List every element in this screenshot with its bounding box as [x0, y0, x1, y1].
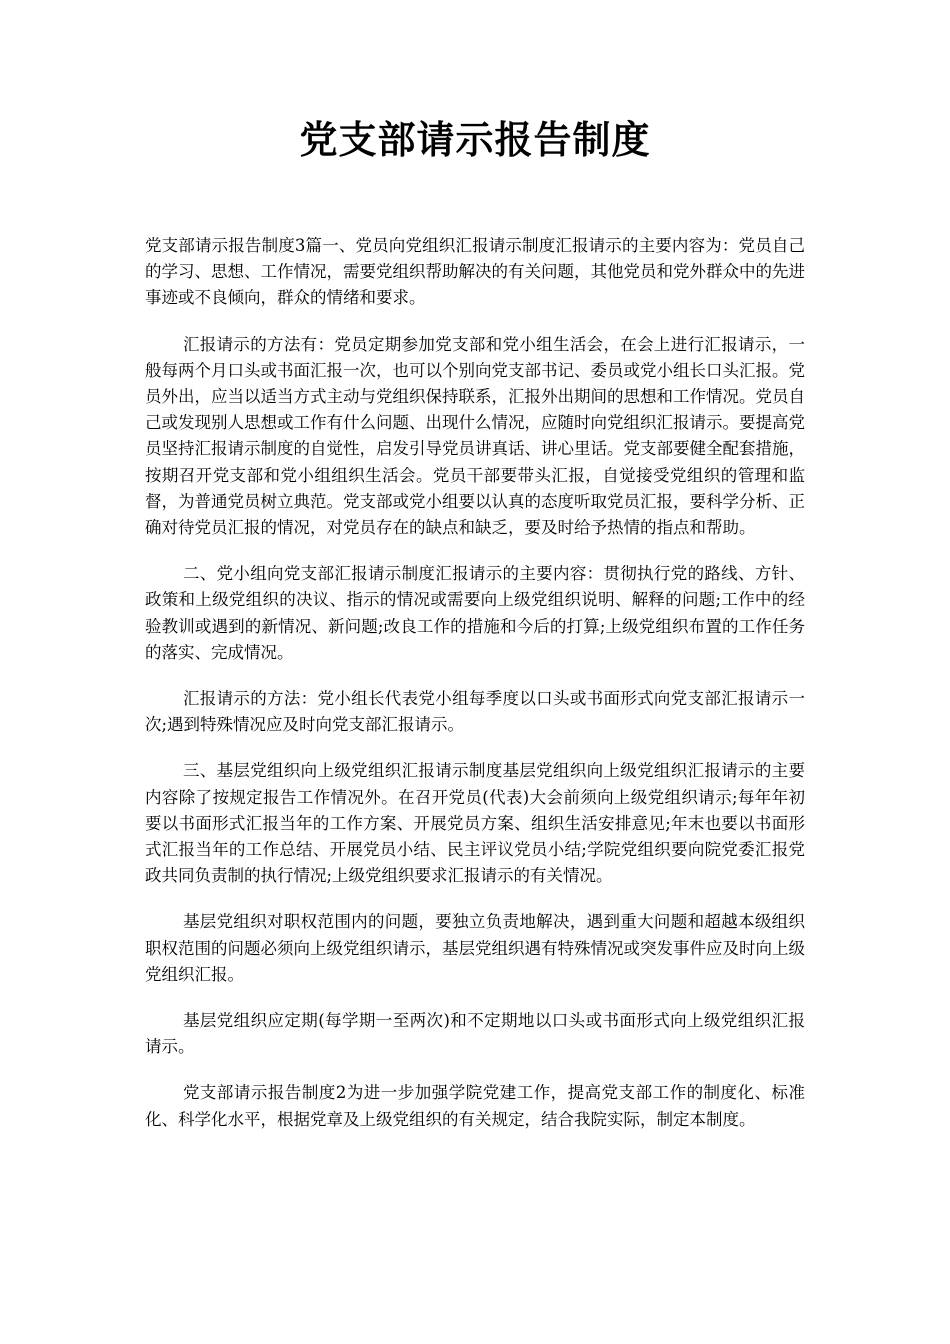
document-body — [145, 233, 805, 1153]
paragraph-5: 三、基层党组织向上级党组织汇报请示制度基层党组织向上级党组织汇报请示的主要内容除了按规定报告工作情况外。在召开党员(代表)大会前须向上级党组织请示;每年年初要以书面形式汇报当年的工作方案、开展党员方案、组织生活安排意见;年末也要以书面形式汇报当年的工作总结、开展党员小结、民主评议党员小结;学院党组织要向院党委汇报党政共同负责制的执行情况;上级党组织要求汇报请示的有关情况。 — [145, 761, 805, 886]
paragraph-4: 汇报请示的方法：党小组长代表党小组每季度以口头或书面形式向党支部汇报请示一次;遇到特殊情况应及时向党支部汇报请示。 — [145, 689, 805, 735]
paragraph-3: 二、党小组向党支部汇报请示制度汇报请示的主要内容：贯彻执行党的路线、方针、政策和上级党组织的决议、指示的情况或需要向上级党组织说明、解释的问题;工作中的经验教训或遇到的新情况、新问题;改良工作的措施和今后的打算;上级党组织布置的工作任务的落实、完成情况。 — [145, 564, 805, 662]
paragraph-8: 党支部请示报告制度2为进一步加强学院党建工作，提高党支部工作的制度化、标准化、科学化水平，根据党章及上级党组织的有关规定，结合我院实际，制定本制度。 — [145, 1083, 805, 1129]
paragraph-6: 基层党组织对职权范围内的问题，要独立负责地解决，遇到重大问题和超越本级组织职权范围的问题必须向上级党组织请示，基层党组织遇有特殊情况或突发事件应及时向上级党组织汇报。 — [145, 912, 805, 984]
paragraph-7: 基层党组织应定期(每学期一至两次)和不定期地以口头或书面形式向上级党组织汇报请示。 — [145, 1011, 805, 1057]
paragraph-1: 党支部请示报告制度3篇一、党员向党组织汇报请示制度汇报请示的主要内容为：党员自己的学习、思想、工作情况，需要党组织帮助解决的有关问题，其他党员和党外群众中的先进事迹或不良倾向，群众的情绪和要求。 — [145, 236, 805, 308]
document-title: 党支部请示报告制度 — [299, 117, 651, 162]
paragraph-2: 汇报请示的方法有：党员定期参加党支部和党小组生活会，在会上进行汇报请示，一般每两个月口头或书面汇报一次，也可以个别向党支部书记、委员或党小组长口头汇报。党员外出，应当以适当方式主动与党组织保持联系，汇报外出期间的思想和工作情况。党员自己或发现别人思想或工作有什么问题、出现什么情况，应随时向党组织汇报请示。要提高党员坚持汇报请示制度的自觉性，启发引导党员讲真话、讲心里话。党支部要健全配套措施，按期召开党支部和党小组组织生活会。党员干部要带头汇报，自觉接受党组织的管理和监督，为普通党员树立典范。党支部或党小组要以认真的态度听取党员汇报，要科学分析、正确对待党员汇报的情况，对党员存在的缺点和缺乏，要及时给予热情的指点和帮助。 — [145, 334, 805, 538]
